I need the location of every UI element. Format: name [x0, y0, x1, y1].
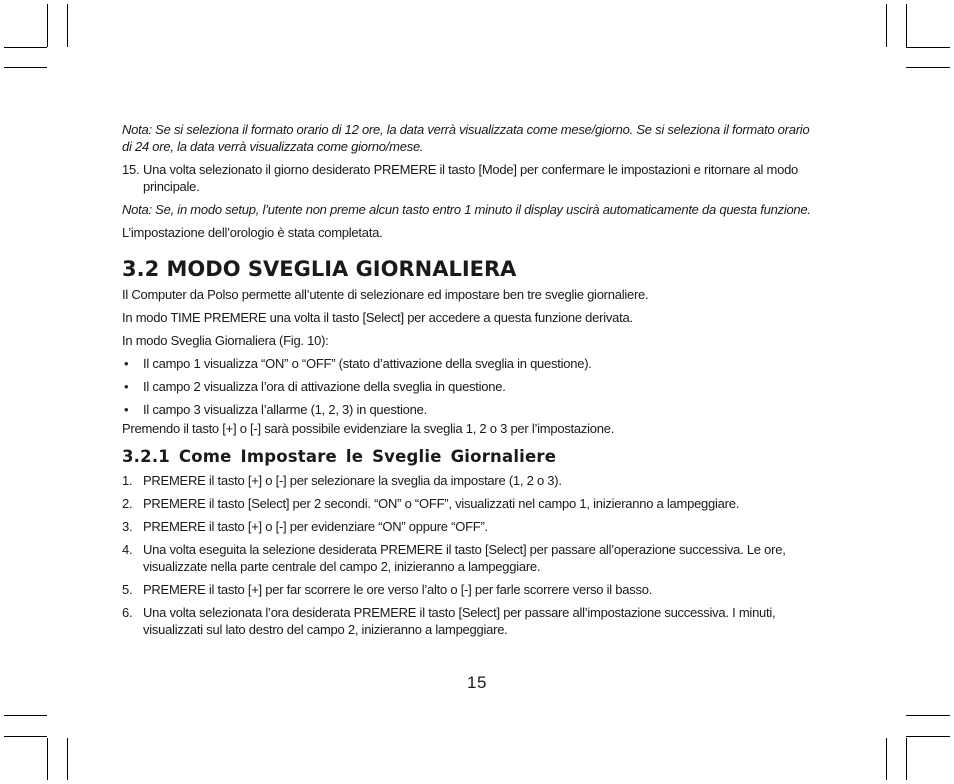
- step-item: [122, 604, 820, 638]
- step-number: 5.: [122, 582, 133, 597]
- crop-mark: [906, 4, 907, 47]
- step-item: [122, 541, 820, 575]
- after-bullets-text: Premendo il tasto [+] o [-] sarà possibile evidenziare la sveglia 1, 2 o 3 per l’impostazione.: [122, 421, 615, 436]
- page-number: 15: [467, 673, 487, 692]
- bullet-item: [122, 355, 820, 372]
- note-date-format: Nota: Se si seleziona il formato orario di 12 ore, la data verrà visualizzata come mese/giorno. Se si seleziona il formato orario di 24 ore, la data verrà visualizzata come giorno/mese.: [122, 122, 810, 154]
- step-text: PREMERE il tasto [+] o [-] per selezionare la sveglia da impostare (1, 2 o 3).: [143, 473, 562, 488]
- crop-mark: [906, 47, 950, 48]
- step-text: Una volta selezionata l’ora desiderata PREMERE il tasto [Select] per passare all’impostazione successiva. I minuti, visualizzati sul lato destro del campo 2, inizieranno a lampeggiare.: [143, 605, 776, 637]
- crop-mark: [4, 715, 47, 716]
- crop-mark: [906, 738, 907, 780]
- step-number: 3.: [122, 519, 133, 534]
- crop-mark: [886, 4, 887, 47]
- crop-mark: [906, 715, 950, 716]
- intro-paragraph: In modo Sveglia Giornaliera (Fig. 10):: [122, 333, 329, 348]
- bullet-icon: •: [124, 379, 129, 394]
- intro-paragraph: Il Computer da Polso permette all’utente di selezionare ed impostare ben tre sveglie giornaliere.: [122, 287, 649, 302]
- step-number: 2.: [122, 496, 133, 511]
- step-text: Una volta eseguita la selezione desiderata PREMERE il tasto [Select] per passare all’operazione successiva. Le ore, visualizzate nella parte centrale del campo 2, inizieranno a lampeggiare.: [143, 542, 786, 574]
- intro-paragraph: In modo TIME PREMERE una volta il tasto [Select] per accedere a questa funzione derivata.: [122, 310, 633, 325]
- crop-mark: [47, 738, 48, 780]
- section-title: 3.2 MODO SVEGLIA GIORNALIERA: [122, 257, 517, 281]
- step-text: Una volta selezionato il giorno desiderato PREMERE il tasto [Mode] per confermare le impostazioni e ritornare al modo principale.: [143, 162, 799, 194]
- step-number: 4.: [122, 542, 133, 557]
- step-15: [122, 161, 820, 195]
- crop-mark: [67, 4, 68, 47]
- crop-mark: [906, 67, 950, 68]
- bullet-text: Il campo 1 visualizza “ON” o “OFF” (stato d’attivazione della sveglia in questione).: [143, 356, 592, 371]
- crop-mark: [67, 738, 68, 780]
- crop-mark: [4, 67, 47, 68]
- bullet-icon: •: [124, 356, 129, 371]
- crop-mark: [4, 47, 47, 48]
- step-item: [122, 518, 820, 535]
- step-item: [122, 495, 820, 512]
- step-text: PREMERE il tasto [+] o [-] per evidenziare “ON” oppure “OFF”.: [143, 519, 488, 534]
- bullet-text: Il campo 3 visualizza l’allarme (1, 2, 3) in questione.: [143, 402, 427, 417]
- completion-text: L’impostazione dell’orologio è stata completata.: [122, 225, 383, 240]
- step-item: [122, 472, 820, 489]
- crop-mark: [47, 4, 48, 47]
- crop-mark: [4, 736, 47, 737]
- subsection-title: 3.2.1 Come Impostare le Sveglie Giornaliere: [122, 447, 557, 466]
- step-number: 1.: [122, 473, 133, 488]
- step-number: 15.: [122, 162, 140, 177]
- note-setup-timeout: Nota: Se, in modo setup, l’utente non preme alcun tasto entro 1 minuto il display uscirà automaticamente da questa funzione.: [122, 202, 811, 217]
- crop-mark: [906, 736, 950, 737]
- step-text: PREMERE il tasto [+] per far scorrere le ore verso l’alto o [-] per farle scorrere verso il basso.: [143, 582, 653, 597]
- step-number: 6.: [122, 605, 133, 620]
- page-content: [122, 121, 820, 644]
- bullet-item: [122, 401, 820, 418]
- bullet-item: [122, 378, 820, 395]
- bullet-text: Il campo 2 visualizza l’ora di attivazione della sveglia in questione.: [143, 379, 506, 394]
- bullet-icon: •: [124, 402, 129, 417]
- step-text: PREMERE il tasto [Select] per 2 secondi. “ON” o “OFF”, visualizzati nel campo 1, inizieranno a lampeggiare.: [143, 496, 740, 511]
- crop-mark: [886, 738, 887, 780]
- step-item: [122, 581, 820, 598]
